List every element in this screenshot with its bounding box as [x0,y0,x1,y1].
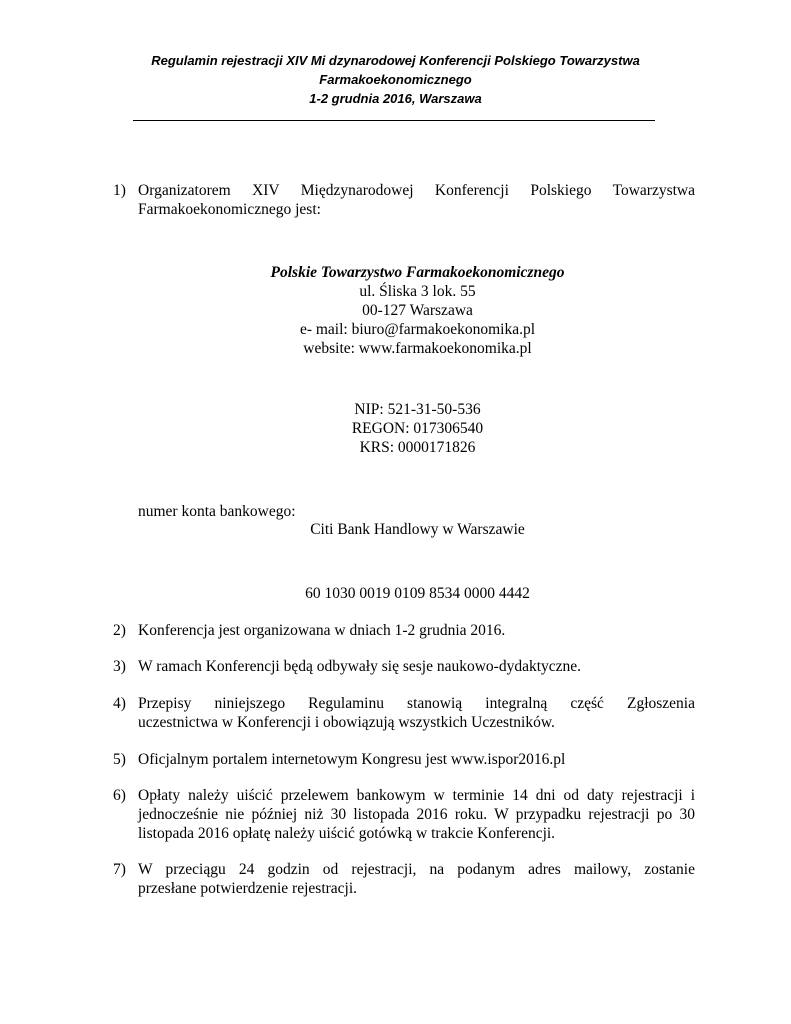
bank-account-block [120,584,715,603]
item-text [138,860,695,898]
item-line: Przepisy niniejszego Regulaminu stanowią integralną część Zgłoszenia [138,695,695,712]
item-text [138,657,695,676]
item-number: 3) [113,658,126,675]
item-number: 4) [113,695,126,712]
nip-number: NIP: 521-31-50-536 [354,401,481,418]
item-line: Oficjalnym portalem internetowym Kongresu jest www.ispor2016.pl [138,751,566,768]
item-text [138,181,695,219]
bank-name: Citi Bank Handlowy w Warszawie [310,521,525,538]
item-line: Organizatorem XIV Międzynarodowej Konferencji Polskiego Towarzystwa [138,182,695,199]
item-line: jednocześnie nie później niż 30 listopada 2016 roku. W przypadku rejestracji po 30 [138,806,695,823]
item-number: 1) [113,182,126,199]
header-title-line: Regulamin rejestracji XIV Mi dzynarodowej Konferencji Polskiego Towarzystwa [151,53,640,68]
organizer-block [120,263,715,358]
organizer-name: Polskie Towarzystwo Farmakoekonomicznego [270,264,565,281]
organizer-city: 00-127 Warszawa [362,302,473,319]
item-number: 2) [113,622,126,639]
item-line: Farmakoekonomicznego jest: [138,201,321,218]
item-line: uczestnictwa w Konferencji i obowiązują wszystkich Uczestników. [138,714,555,731]
header-title-line-2: Farmakoekonomicznego [319,72,472,87]
document-header [110,51,681,108]
header-date-line: 1-2 grudnia 2016, Warszawa [309,91,482,106]
item-number: 6) [113,787,126,804]
item-text [138,786,695,843]
header-divider [133,120,655,121]
item-text [138,694,695,732]
organizer-email: e- mail: biuro@farmakoekonomika.pl [299,321,536,338]
item-text [138,621,695,640]
bank-account-label: numer konta bankowego: [138,503,296,520]
regon-number: REGON: 017306540 [351,420,484,437]
item-text [138,750,695,769]
item-line: Opłaty należy uiścić przelewem bankowym w terminie 14 dni od daty rejestracji i [138,787,695,804]
organizer-website: website: www.farmakoekonomika.pl [303,340,532,357]
item-number: 5) [113,751,126,768]
krs-number: KRS: 0000171826 [359,439,476,456]
bank-account-number: 60 1030 0019 0109 8534 0000 4442 [305,585,530,602]
organizer-street: ul. Śliska 3 lok. 55 [359,283,476,300]
item-number: 7) [113,861,126,878]
item-line: przesłane potwierdzenie rejestracji. [138,880,358,897]
bank-name-block [120,520,715,539]
item-line: W przeciągu 24 godzin od rejestracji, na podanym adres mailowy, zostanie [138,861,695,878]
item-line: listopada 2016 opłatę należy uiścić gotówką w trakcie Konferencji. [138,825,556,842]
item-line: Konferencja jest organizowana w dniach 1-2 grudnia 2016. [138,622,506,639]
registration-numbers [120,400,715,457]
item-line: W ramach Konferencji będą odbywały się sesje naukowo-dydaktyczne. [138,658,582,675]
